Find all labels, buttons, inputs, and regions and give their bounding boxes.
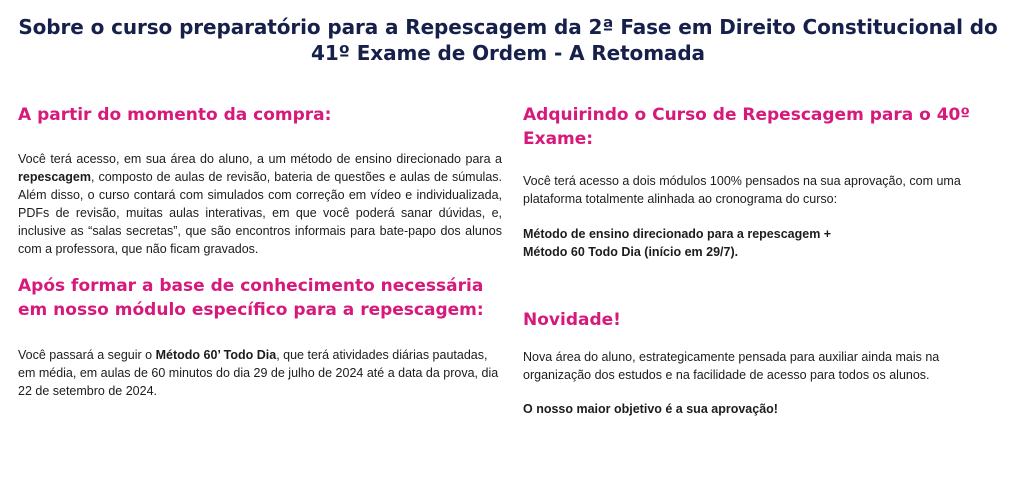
section-text-acquire: Você terá acesso a dois módulos 100% pensados na sua aprovação, com uma plataforma totalmente alinhada ao cronograma do curso: — [523, 174, 961, 206]
text-fragment: , que terá atividades diárias pautadas, em média, em aulas de 60 minutos do dia 29 de julho de 2024 até a data da prova, dia 22 de setembro de 2024. — [18, 348, 499, 398]
text-fragment: , composto de aulas de revisão, bateria de questões e aulas de súmulas. Além disso, o curso contará com simulados com correção em vídeo e individualizada, PDFs de revisão, muitas aulas interativas, em que você poderá sanar dúvidas, e, inclusive as “salas secretas”, que são encontros informais para bate-papo dos alunos com a professora, que não ficam gravados. — [18, 170, 502, 256]
section-heading-purchase: A partir do momento da compra: — [18, 105, 332, 125]
method-line-1: Método de ensino direcionado para a repescagem + — [523, 227, 832, 241]
section-text-purchase — [18, 150, 502, 258]
section-text-news: Nova área do aluno, estrategicamente pensada para auxiliar ainda mais na organização dos estudos e na facilidade de acesso para todos os alunos. — [523, 350, 940, 382]
text-fragment: Você terá acesso, em sua área do aluno, a um método de ensino direcionado para a — [18, 152, 502, 166]
page-title: Sobre o curso preparatório para a Repescagem da 2ª Fase em Direito Constitucional do 41º Exame de Ordem - A Retomada — [18, 15, 998, 65]
right-column — [523, 100, 995, 418]
text-emphasis: repescagem — [18, 170, 91, 184]
text-emphasis: Método 60’ Todo Dia — [155, 348, 277, 362]
section-text-after-base — [18, 346, 502, 400]
left-column — [18, 100, 502, 400]
section-heading-acquire: Adquirindo o Curso de Repescagem para o 40º Exame: — [523, 105, 970, 149]
method-line-2: Método 60 Todo Dia (início em 29/7). — [523, 245, 739, 259]
section-heading-after-base: Após formar a base de conhecimento necessária em nosso módulo específico para a repescagem: — [18, 276, 484, 320]
text-fragment: Você passará a seguir o — [18, 348, 156, 362]
section-heading-news: Novidade! — [523, 310, 621, 330]
goal-statement: O nosso maior objetivo é a sua aprovação! — [523, 402, 778, 416]
